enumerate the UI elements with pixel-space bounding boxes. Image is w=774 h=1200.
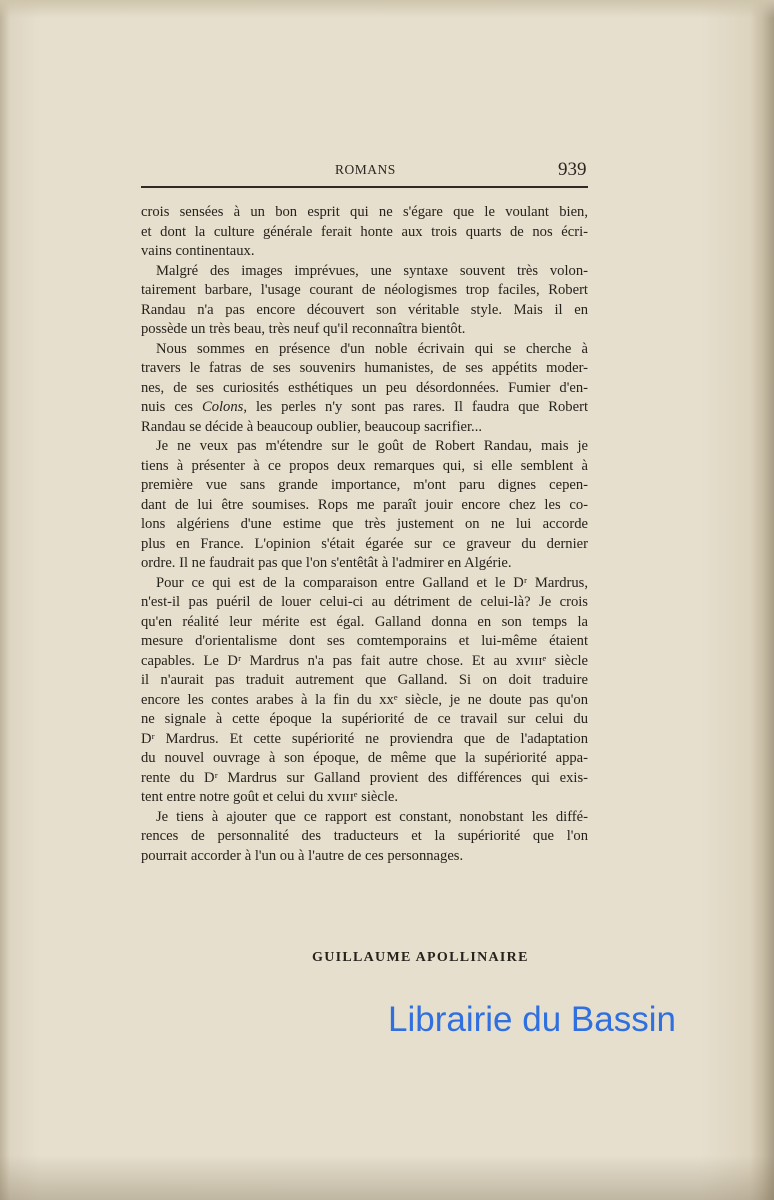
paragraph xyxy=(141,203,588,262)
text-segment: , les perles n'y sont pas rares. Il faudra que Robert xyxy=(243,399,589,415)
text-line: possède un très beau, très neuf qu'il reconnaîtra bientôt. xyxy=(141,321,466,337)
page-number: 939 xyxy=(558,159,587,180)
text-line: Nous sommes en présence d'un noble écrivain qui se cherche à xyxy=(156,340,588,357)
italic-title: Colons xyxy=(201,399,244,415)
watermark: Librairie du Bassin xyxy=(388,1000,676,1039)
body-text xyxy=(141,203,588,866)
text-line: il n'aurait pas traduit autrement que Galland. Si on doit traduire xyxy=(141,672,588,688)
text-segment: nuis ces xyxy=(141,399,202,415)
text-line: rente du Dʳ Mardrus sur Galland provient des différences qui exis- xyxy=(141,769,588,786)
paragraph xyxy=(141,340,588,438)
paragraph xyxy=(141,437,588,574)
text-line: lons algériens d'une estime que très justement on ne lui accorde xyxy=(141,516,588,532)
text-line: tiens à présenter à ce propos deux remarques qui, si elle semblent à xyxy=(141,457,588,474)
text-line: Randau se décide à beaucoup oublier, beaucoup sacrifier... xyxy=(141,418,483,435)
text-line: travers le fatras de ses souvenirs humanistes, de ses appétits moder- xyxy=(141,360,588,376)
paragraph xyxy=(141,574,588,808)
text-line: première vue sans grande importance, m'ont paru dignes cepen- xyxy=(141,477,588,493)
text-line: ne signale à cette époque la supériorité de ce travail sur celui du xyxy=(141,711,588,727)
text-line: Dʳ Mardrus. Et cette supériorité ne proviendra que de l'adaptation xyxy=(141,730,588,747)
text-line: Pour ce qui est de la comparaison entre Galland et le Dʳ Mardrus, xyxy=(156,574,588,591)
text-line: dant de lui être soumises. Rops me paraît jouir encore chez les co- xyxy=(141,496,588,513)
text-line: qu'en réalité leur mérite est égal. Galland donna en son temps la xyxy=(141,613,588,630)
page-top-edge xyxy=(0,0,774,18)
text-line: vains continentaux. xyxy=(141,243,255,259)
text-line: nes, de ses curiosités esthétiques un peu désordonnées. Fumier d'en- xyxy=(141,379,588,396)
text-line: crois sensées à un bon esprit qui ne s'égare que le voulant bien, xyxy=(141,204,588,220)
paragraph xyxy=(141,262,588,340)
running-header-title: ROMANS xyxy=(335,162,396,177)
text-line: Je ne veux pas m'étendre sur le goût de Robert Randau, mais je xyxy=(156,438,588,454)
text-line: encore les contes arabes à la fin du xxᵉ siècle, je ne doute pas qu'on xyxy=(141,691,588,708)
text-line: pourrait accorder à l'un ou à l'autre de ces personnages. xyxy=(141,847,464,864)
text-line: Randau n'a pas encore découvert son véritable style. Mais il en xyxy=(141,301,588,318)
text-line: mesure d'orientalisme dont ses comtemporains et lui-même étaient xyxy=(141,633,588,649)
text-line: ordre. Il ne faudrait pas que l'on s'entêtât à l'admirer en Algérie. xyxy=(141,555,512,571)
text-line: capables. Le Dʳ Mardrus n'a pas fait autre chose. Et au xᴠɪɪɪᵉ siècle xyxy=(141,652,588,669)
text-line: tairement barbare, l'usage courant de néologismes trop faciles, Robert xyxy=(141,282,588,298)
header-rule xyxy=(141,186,588,188)
text-line: Je tiens à ajouter que ce rapport est constant, nonobstant les diffé- xyxy=(156,808,588,825)
text-line: n'est-il pas puéril de louer celui-ci au détriment de celui-là? Je crois xyxy=(141,594,588,610)
text-line: tent entre notre goût et celui du xᴠɪɪɪᵉ siècle. xyxy=(141,789,399,805)
author-signature: GUILLAUME APOLLINAIRE xyxy=(312,950,529,965)
text-line: plus en France. L'opinion s'était égarée sur ce graveur du dernier xyxy=(141,535,588,552)
text-line: du nouvel ouvrage à son époque, de même que la supériorité appa- xyxy=(141,750,588,766)
text-line: Malgré des images imprévues, une syntaxe souvent très volon- xyxy=(156,262,588,279)
text-line: rences de personnalité des traducteurs et la supériorité que l'on xyxy=(141,828,588,844)
paragraph xyxy=(141,808,588,867)
text-line xyxy=(141,398,588,418)
text-line: et dont la culture générale ferait honte aux trois quarts de nos écri- xyxy=(141,223,588,240)
